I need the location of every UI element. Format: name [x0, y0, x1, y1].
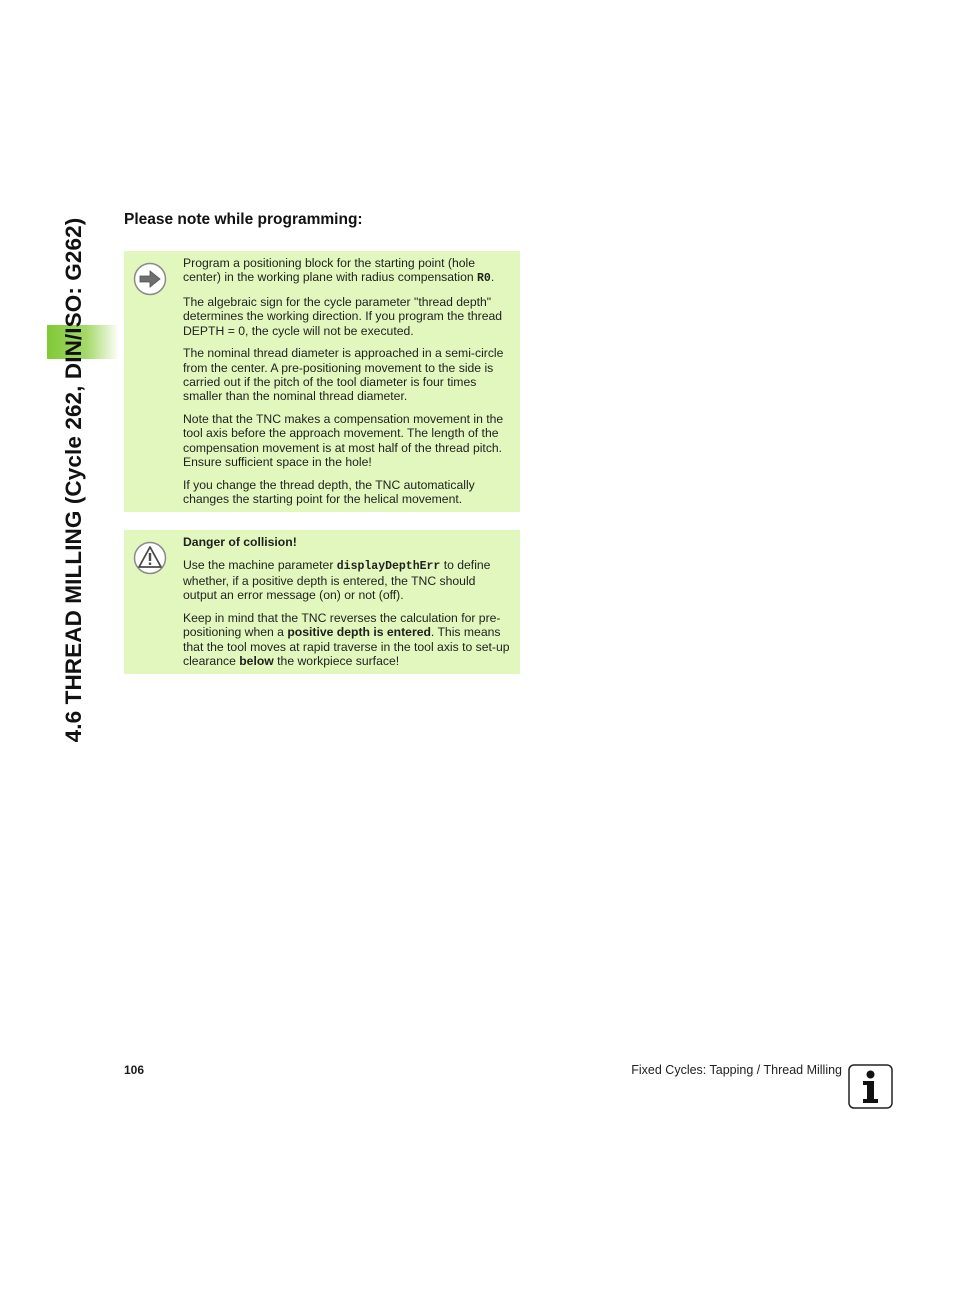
- footer-chapter-title: Fixed Cycles: Tapping / Thread Milling: [631, 1063, 842, 1077]
- chapter-side-title: 4.6 THREAD MILLING (Cycle 262, DIN/ISO: G262): [61, 217, 86, 743]
- info-paragraph-2: The algebraic sign for the cycle parameter "thread depth" determines the working direction. If you program the thread DEPTH = 0, the cycle will not be executed.: [183, 295, 503, 338]
- section-heading: Please note while programming:: [124, 211, 363, 228]
- danger-note-box: [124, 530, 520, 674]
- danger-paragraph-1: Use the machine parameter displayDepthErr to define whether, if a positive depth is entered, the TNC should output an error message (on) or not (off).: [183, 557, 491, 603]
- info-note-box: [124, 251, 520, 512]
- info-paragraph-1: Program a positioning block for the starting point (hole center) in the working plane with radius compensation R0.: [183, 256, 495, 286]
- arrow-right-icon: [133, 262, 167, 296]
- info-paragraph-5: If you change the thread depth, the TNC automatically changes the starting point for the helical movement.: [183, 477, 475, 507]
- info-icon: [848, 1064, 893, 1109]
- danger-title: Danger of collision!: [183, 535, 297, 549]
- info-paragraph-4: Note that the TNC makes a compensation movement in the tool axis before the approach movement. The length of the compensation movement is at most half of the thread pitch. Ensure sufficient space in the hole!: [183, 412, 504, 470]
- warning-triangle-icon: [133, 541, 167, 575]
- page-number: 106: [124, 1063, 145, 1077]
- danger-paragraph-2: Keep in mind that the TNC reverses the calculation for pre-positioning when a positive depth is entered. This means that the tool moves at rapid traverse in the tool axis to set-up clearance below the workpiece surface!: [183, 611, 510, 669]
- info-paragraph-3: The nominal thread diameter is approached in a semi-circle from the center. A pre-positioning movement to the side is carried out if the pitch of the tool diameter is four times smaller than the nominal thread diameter.: [183, 346, 504, 404]
